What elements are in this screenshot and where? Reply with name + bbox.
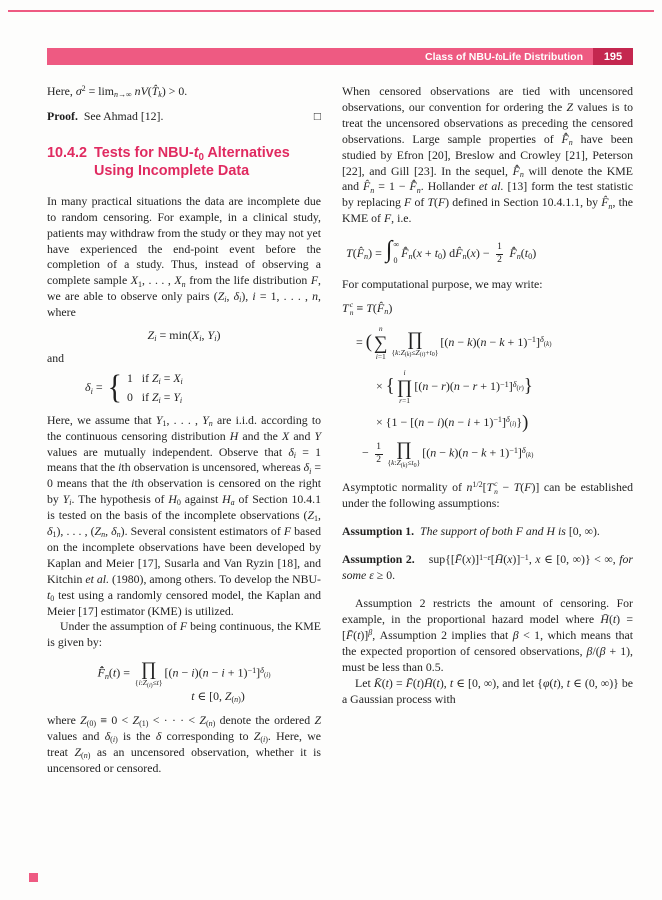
proof-text: See Ahmad [12]. [83,108,164,123]
proof-label: Proof. [47,108,78,123]
equation-delta-cases [85,371,321,406]
right-column [342,84,633,707]
equation-line-2: = ( n ∑ i=1 ∏ $\{k:Z_{(k)}\le Z_{(i)}+t_0\}$ $[(n - k)(n - k + 1)^{-1}]^{\delta_{(k)}}$ [356,324,552,361]
equation-tnc-block [342,301,633,468]
cases-lhs: $\delta_i$ = [85,380,103,396]
equation-line-3: × { i ∏ r=1 $[(n - r)(n - r + 1)^{-1}]^{\delta_{(r)}}$} [376,368,533,406]
equation-z-min: $Z_i = \min(X_i$, $Y_i$) [147,328,221,344]
equation-kme: $F̄̂_n(t)$ = ∏ $\{i:Z_{(i)}\le t\}$ $[(n - i)(n - i + 1)^{-1}]^{\delta_{(i)}}$ [97,659,271,690]
paragraph-asymptotic: Asymptotic normality of $n^{1/2}[T$ c n − T(F)] can be established under the following assumptions: [342,478,633,511]
case-row-1: 1 if $Z_i = X_i$ [127,370,183,387]
case-row-2: 0 if $Z_i = Y_i$ [127,389,183,406]
equation-line-5: − $\frac{1}{2}$ ∏ $\{k:Z_{(k)}\le t_0\}$ $[(n - k)(n - k + 1)^{-1}]^{\delta_{(k)}}$ [362,439,534,470]
paragraph-kme-intro: Under the assumption of F being continuous, the KME is given by: [47,619,321,650]
compute-label: For computational purpose, we may write: [342,276,543,291]
section-number: 10.4.2 [47,144,88,161]
equation-line-1: T c n ≡ $T(F̂_n)$ [342,299,393,317]
left-column [47,84,321,776]
cases-rows [127,371,183,406]
running-head-title: Class of NBU- t $_0$ Life Distribution [47,48,593,65]
proof-line [47,109,321,125]
assumption-1: Assumption 1. The support of both F and H is [0, ∞). [342,524,600,539]
corner-mark [29,873,38,882]
paragraph-ordered-z: where $Z_{(0)} \equiv 0 < Z_{(1)}$ < · · · < $Z_{(n)}$ denote the ordered Z values and $\delta_{(i)}$ is the δ corresponding to $Z_{(i)}$. Here, we treat $Z_{(n)}$ as an uncensored observation, whether it is uncensored or censored. [47,712,322,775]
page-number: 195 [593,48,633,65]
running-head [47,48,633,65]
top-rule [8,10,654,12]
qed-symbol: □ [313,108,321,123]
equation-kme-domain: t ∈ [0, $Z_{(n)}$) [191,688,245,705]
section-heading [47,144,321,181]
assumption-2: Assumption 2. sup{[F̄(x)]$^{1-\varepsilon}$[H̄(x)]$^{-1}$, x ∈ [0, ∞)} < ∞, for some ε ≥ 0. [342,552,634,583]
paragraph-ties: When censored observations are tied with uncensored observations, our convention for ordering the Z values is to treat the uncensored observations as preceding the censored observations. Large sample properties of $F̄̂_n$ have been studied by Efron [20], Breslow and Crowley [21], Peterson [22], and Gill [23]. In the sequel, $F̄̂_n$ will denote the KME and $F̂_n = 1$ − $F̄̂_n$. Hollander et al. [13] form the test statistic by replacing F of T(F) defined in Section 10.4.1.1, by $F̂_n$, the KME of F, i.e. [342,84,634,226]
equation-test-statistic: $T(F̂_n)$ = ∫ ∞ 0 $F̄̂_n(x + t_0)$ $dF̂_n(x)$ − $\frac{1}{2}$ $F̄̂_n(t_0)$ [346,237,537,266]
paragraph-censoring-amount: Assumption 2 restricts the amount of censoring. For example, in the proportional hazard model where H̄(t) = [F̄(t)]$^\beta$, Assumption 2 implies that β < 1, which means that the expected proportion of censored observations, β/(β + 1), must be less than 0.5. [342,596,634,674]
paragraph-intro: In many practical situations the data are incomplete due to random censoring. For example, in a clinical study, patients may withdraw from the study or they may not yet have experienced the end-point event before the completion of a study. Thus, instead of observing a complete sample $X_1$, . . . , $X_n$ from the life distribution F, we are able to observe only pairs ($Z_i$, $\delta_i$), i = 1, . . . , n, where [47,193,321,320]
proof-statement [47,109,163,125]
cases-brace: { [107,369,123,407]
and-connector: and [47,350,65,365]
paragraph-assumptions: Here, we assume that $Y_1$, . . . , $Y_n$ are i.i.d. according to the continuous censoring distribution H and the X and Y values are mutually independent. Observe that $\delta_i = 1$ means that the ith observation is uncensored, whereas $\delta_i = 0$ means that the ith observation is censored on the right by $Y_i$. The hypothesis of $H_0$ against $H_a$ of Section 10.4.1 is tested on the basis of the incomplete observations ($Z_1$, $\delta_1$), . . . , ($Z_n$, $\delta_n$). Several consistent estimators of F based on the incomplete observations have been developed by Kaplan and Meier [17], Susarla and Van Ryzin [18], and Kitchin et al. (1980), among others. To develop the NBU-$t_0$ test using a randomly censored model, the Kaplan and Meier [17] estimator (KME) is utilized. [47,412,322,618]
paragraph-gaussian: Let K̄(t) = F̄(t)H̄(t), t ∈ [0, ∞), and let {φ(t), t ∈ (0, ∞)} be a Gaussian process with [342,675,634,706]
section-title: Tests for NBU-$t_0$ Alternatives Using Incomplete Data [94,144,290,180]
sigma-line: Here, $\sigma^2 = \lim_{n\to\infty}$ $nV(T̂_k) > 0$. [47,84,188,100]
equation-line-4: × $\{1 - [(n - i)(n - i + 1)^{-1}]^{\delta_{(i)}}\}$) [376,411,529,433]
